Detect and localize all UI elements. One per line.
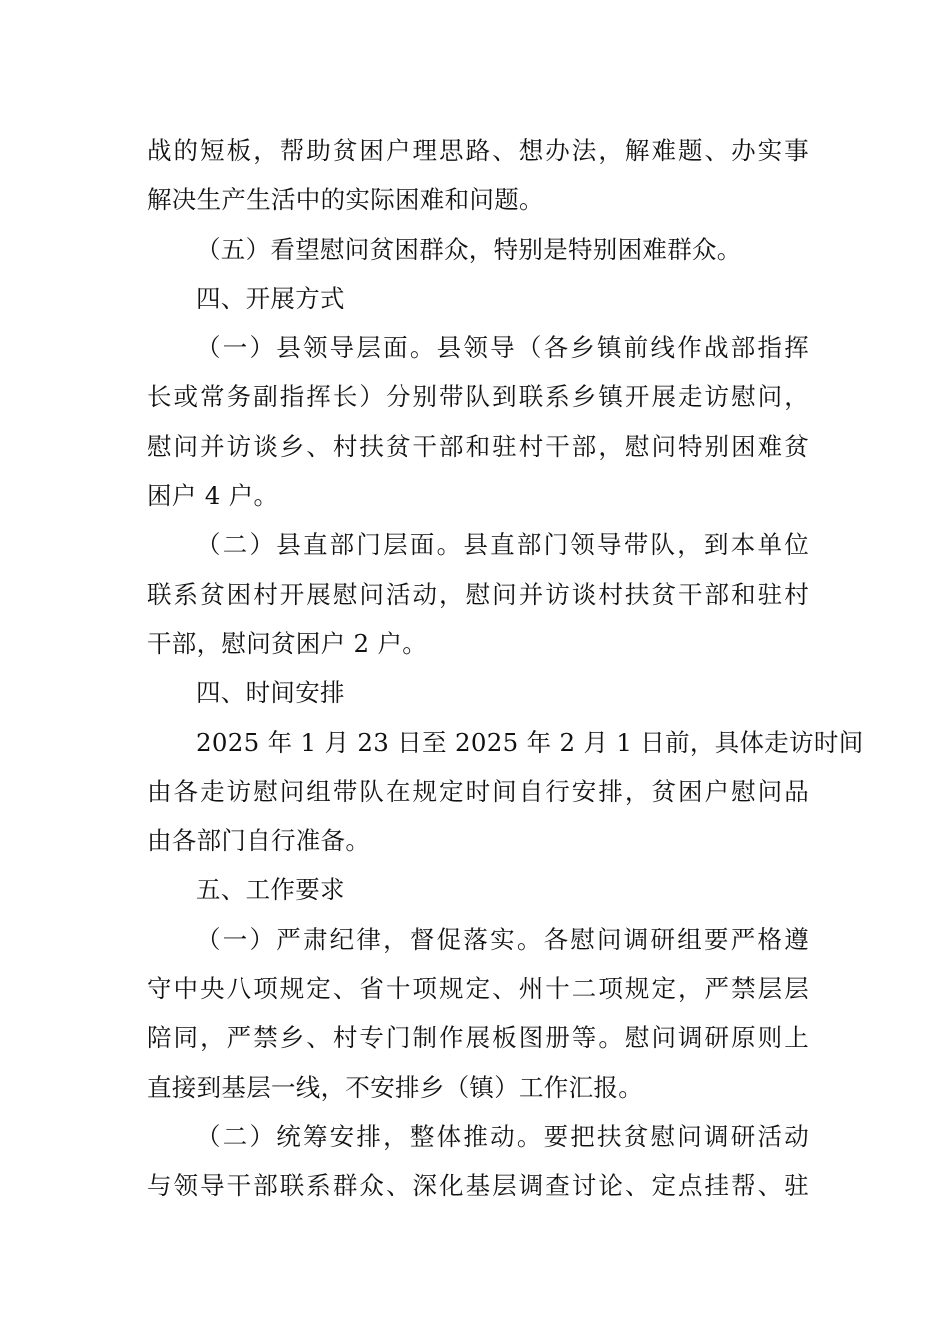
text-line: 长或常务副指挥长）分别带队到联系乡镇开展走访慰问，	[147, 382, 809, 412]
text-line: 解决生产生活中的实际困难和问题。	[147, 185, 544, 215]
text-line: 由各部门自行准备。	[147, 826, 371, 856]
text-line: （五）看望慰问贫困群众，特别是特别困难群众。	[196, 234, 742, 264]
text-line: 由各走访慰问组带队在规定时间自行安排，贫困户慰问品	[147, 776, 809, 806]
text-line: （二）统筹安排，整体推动。要把扶贫慰问调研活动	[196, 1121, 809, 1151]
text-line: 直接到基层一线，不安排乡（镇）工作汇报。	[147, 1072, 643, 1102]
text-line: 与领导干部联系群众、深化基层调查讨论、定点挂帮、驻	[147, 1171, 809, 1201]
text-line: 困户 4 户。	[147, 481, 279, 511]
section-heading: 五、工作要求	[196, 875, 345, 905]
text-line: 干部，慰问贫困户 2 户。	[147, 628, 428, 658]
text-line: 联系贫困村开展慰问活动，慰问并访谈村扶贫干部和驻村	[147, 579, 809, 609]
text-line: 2025 年 1 月 23 日至 2025 年 2 月 1 日前，具体走访时间	[196, 727, 864, 757]
text-line: （一）县领导层面。县领导（各乡镇前线作战部指挥	[196, 333, 809, 363]
section-heading: 四、开展方式	[196, 283, 345, 313]
text-line: 陪同，严禁乡、村专门制作展板图册等。慰问调研原则上	[147, 1023, 809, 1053]
text-line: （一）严肃纪律，督促落实。各慰问调研组要严格遵	[196, 924, 809, 954]
section-heading: 四、时间安排	[196, 678, 345, 708]
document-body	[147, 126, 864, 1211]
text-line: 守中央八项规定、省十项规定、州十二项规定，严禁层层	[147, 974, 809, 1004]
text-line: 战的短板，帮助贫困户理思路、想办法，解难题、办实事	[147, 136, 809, 165]
text-line: （二）县直部门层面。县直部门领导带队，到本单位	[196, 530, 809, 560]
text-line: 慰问并访谈乡、村扶贫干部和驻村干部，慰问特别困难贫	[147, 431, 809, 461]
